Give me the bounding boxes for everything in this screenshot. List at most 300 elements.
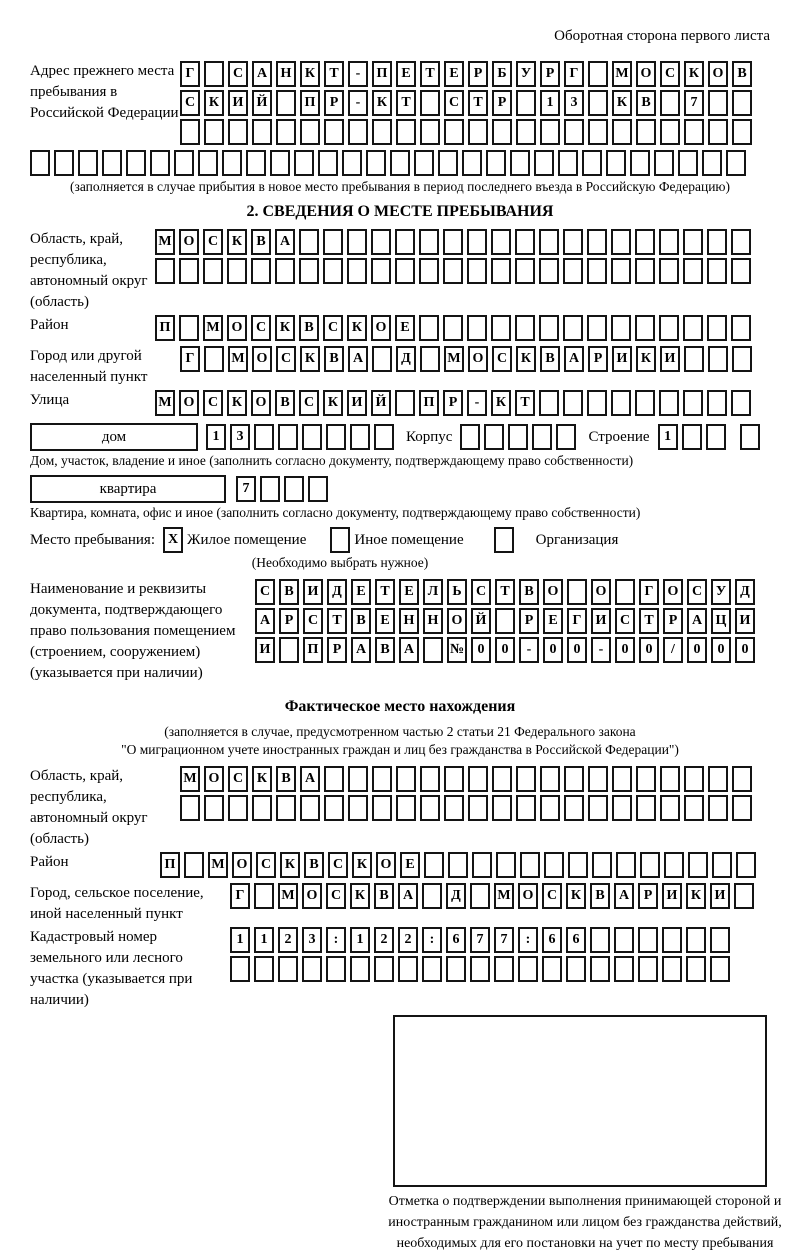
char-cell[interactable] bbox=[284, 476, 304, 502]
char-cell[interactable]: К bbox=[491, 390, 511, 416]
char-cell[interactable]: Б bbox=[492, 61, 512, 87]
char-cell[interactable]: К bbox=[350, 883, 370, 909]
char-cell[interactable]: О bbox=[376, 852, 396, 878]
char-cell[interactable] bbox=[470, 956, 490, 982]
char-cell[interactable]: 1 bbox=[254, 927, 274, 953]
char-cell[interactable] bbox=[374, 956, 394, 982]
char-cell[interactable]: С bbox=[492, 346, 512, 372]
char-cell[interactable]: О bbox=[204, 766, 224, 792]
char-cell[interactable]: Т bbox=[495, 579, 515, 605]
char-cell[interactable] bbox=[396, 795, 416, 821]
char-cell[interactable] bbox=[180, 795, 200, 821]
char-cell[interactable] bbox=[326, 956, 346, 982]
char-cell[interactable] bbox=[491, 229, 511, 255]
char-cell[interactable]: С bbox=[256, 852, 276, 878]
char-cell[interactable] bbox=[204, 119, 224, 145]
char-cell[interactable] bbox=[635, 315, 655, 341]
char-cell[interactable]: О bbox=[708, 61, 728, 87]
char-cell[interactable] bbox=[615, 579, 635, 605]
char-cell[interactable]: Н bbox=[423, 608, 443, 634]
char-cell[interactable] bbox=[299, 229, 319, 255]
char-cell[interactable] bbox=[707, 390, 727, 416]
char-cell[interactable] bbox=[326, 424, 346, 450]
char-cell[interactable]: 0 bbox=[615, 637, 635, 663]
char-cell[interactable]: А bbox=[564, 346, 584, 372]
char-cell[interactable]: О bbox=[179, 390, 199, 416]
char-cell[interactable] bbox=[496, 852, 516, 878]
char-cell[interactable] bbox=[532, 424, 552, 450]
char-cell[interactable] bbox=[732, 766, 752, 792]
char-cell[interactable] bbox=[611, 229, 631, 255]
char-cell[interactable] bbox=[372, 766, 392, 792]
char-cell[interactable] bbox=[587, 390, 607, 416]
char-cell[interactable] bbox=[270, 150, 290, 176]
char-cell[interactable] bbox=[276, 795, 296, 821]
char-cell[interactable]: 7 bbox=[494, 927, 514, 953]
char-cell[interactable]: С bbox=[326, 883, 346, 909]
char-cell[interactable]: С bbox=[180, 90, 200, 116]
char-cell[interactable]: В bbox=[375, 637, 395, 663]
char-cell[interactable] bbox=[588, 119, 608, 145]
char-cell[interactable] bbox=[611, 258, 631, 284]
char-cell[interactable] bbox=[372, 795, 392, 821]
char-cell[interactable] bbox=[587, 258, 607, 284]
char-cell[interactable]: С bbox=[323, 315, 343, 341]
char-cell[interactable]: : bbox=[326, 927, 346, 953]
char-cell[interactable]: 7 bbox=[684, 90, 704, 116]
char-cell[interactable] bbox=[611, 315, 631, 341]
char-cell[interactable]: У bbox=[516, 61, 536, 87]
char-cell[interactable] bbox=[494, 527, 514, 553]
char-cell[interactable] bbox=[390, 150, 410, 176]
char-cell[interactable]: 1 bbox=[350, 927, 370, 953]
char-cell[interactable] bbox=[396, 766, 416, 792]
char-cell[interactable]: И bbox=[662, 883, 682, 909]
char-cell[interactable] bbox=[491, 258, 511, 284]
char-cell[interactable] bbox=[448, 852, 468, 878]
char-cell[interactable]: О bbox=[251, 390, 271, 416]
char-cell[interactable]: О bbox=[252, 346, 272, 372]
char-cell[interactable] bbox=[467, 229, 487, 255]
char-cell[interactable]: X bbox=[163, 527, 183, 553]
char-cell[interactable]: В bbox=[540, 346, 560, 372]
char-cell[interactable]: С bbox=[203, 229, 223, 255]
char-cell[interactable] bbox=[710, 956, 730, 982]
char-cell[interactable]: С bbox=[615, 608, 635, 634]
char-cell[interactable] bbox=[684, 795, 704, 821]
char-cell[interactable]: В bbox=[636, 90, 656, 116]
char-cell[interactable]: М bbox=[203, 315, 223, 341]
char-cell[interactable] bbox=[636, 119, 656, 145]
char-cell[interactable] bbox=[414, 150, 434, 176]
char-cell[interactable] bbox=[567, 579, 587, 605]
char-cell[interactable]: Ц bbox=[711, 608, 731, 634]
char-cell[interactable] bbox=[508, 424, 528, 450]
char-cell[interactable]: М bbox=[208, 852, 228, 878]
char-cell[interactable] bbox=[684, 766, 704, 792]
char-cell[interactable] bbox=[444, 766, 464, 792]
char-cell[interactable] bbox=[660, 119, 680, 145]
char-cell[interactable] bbox=[348, 119, 368, 145]
char-cell[interactable]: О bbox=[636, 61, 656, 87]
char-cell[interactable] bbox=[563, 258, 583, 284]
char-cell[interactable]: 3 bbox=[302, 927, 322, 953]
char-cell[interactable] bbox=[540, 119, 560, 145]
char-cell[interactable] bbox=[30, 150, 50, 176]
char-cell[interactable] bbox=[707, 315, 727, 341]
char-cell[interactable]: К bbox=[227, 229, 247, 255]
char-cell[interactable] bbox=[544, 852, 564, 878]
char-cell[interactable] bbox=[587, 229, 607, 255]
char-cell[interactable] bbox=[246, 150, 266, 176]
char-cell[interactable]: Е bbox=[444, 61, 464, 87]
char-cell[interactable]: О bbox=[518, 883, 538, 909]
char-cell[interactable] bbox=[684, 346, 704, 372]
char-cell[interactable]: И bbox=[660, 346, 680, 372]
char-cell[interactable]: С bbox=[328, 852, 348, 878]
char-cell[interactable]: И bbox=[735, 608, 755, 634]
char-cell[interactable] bbox=[515, 258, 535, 284]
char-cell[interactable] bbox=[534, 150, 554, 176]
char-cell[interactable]: П bbox=[155, 315, 175, 341]
char-cell[interactable]: С bbox=[228, 766, 248, 792]
char-cell[interactable] bbox=[540, 795, 560, 821]
char-cell[interactable] bbox=[396, 119, 416, 145]
char-cell[interactable] bbox=[612, 795, 632, 821]
char-cell[interactable] bbox=[612, 119, 632, 145]
char-cell[interactable] bbox=[686, 927, 706, 953]
char-cell[interactable] bbox=[228, 119, 248, 145]
char-cell[interactable] bbox=[204, 795, 224, 821]
char-cell[interactable]: Т bbox=[324, 61, 344, 87]
char-cell[interactable]: С bbox=[303, 608, 323, 634]
char-cell[interactable]: 0 bbox=[711, 637, 731, 663]
char-cell[interactable] bbox=[588, 90, 608, 116]
char-cell[interactable]: Т bbox=[515, 390, 535, 416]
char-cell[interactable] bbox=[486, 150, 506, 176]
char-cell[interactable]: - bbox=[467, 390, 487, 416]
char-cell[interactable]: С bbox=[542, 883, 562, 909]
char-cell[interactable] bbox=[419, 258, 439, 284]
char-cell[interactable]: А bbox=[300, 766, 320, 792]
char-cell[interactable] bbox=[659, 390, 679, 416]
char-cell[interactable] bbox=[54, 150, 74, 176]
char-cell[interactable] bbox=[420, 346, 440, 372]
char-cell[interactable] bbox=[636, 795, 656, 821]
char-cell[interactable]: Г bbox=[639, 579, 659, 605]
char-cell[interactable]: А bbox=[348, 346, 368, 372]
char-cell[interactable]: / bbox=[663, 637, 683, 663]
char-cell[interactable]: 0 bbox=[471, 637, 491, 663]
char-cell[interactable] bbox=[736, 852, 756, 878]
char-cell[interactable]: В bbox=[732, 61, 752, 87]
char-cell[interactable] bbox=[222, 150, 242, 176]
char-cell[interactable]: П bbox=[303, 637, 323, 663]
char-cell[interactable] bbox=[467, 315, 487, 341]
char-cell[interactable]: Г bbox=[567, 608, 587, 634]
char-cell[interactable] bbox=[491, 315, 511, 341]
char-cell[interactable]: 0 bbox=[543, 637, 563, 663]
char-cell[interactable] bbox=[726, 150, 746, 176]
char-cell[interactable] bbox=[682, 424, 702, 450]
char-cell[interactable] bbox=[423, 637, 443, 663]
char-cell[interactable] bbox=[564, 766, 584, 792]
char-cell[interactable]: К bbox=[636, 346, 656, 372]
char-cell[interactable]: М bbox=[494, 883, 514, 909]
apartment-box[interactable]: квартира bbox=[30, 475, 226, 503]
char-cell[interactable]: Р bbox=[492, 90, 512, 116]
char-cell[interactable] bbox=[664, 852, 684, 878]
char-cell[interactable] bbox=[683, 229, 703, 255]
char-cell[interactable]: А bbox=[351, 637, 371, 663]
char-cell[interactable]: Д bbox=[327, 579, 347, 605]
char-cell[interactable] bbox=[300, 795, 320, 821]
char-cell[interactable]: Г bbox=[564, 61, 584, 87]
char-cell[interactable]: И bbox=[591, 608, 611, 634]
char-cell[interactable] bbox=[150, 150, 170, 176]
char-cell[interactable] bbox=[252, 795, 272, 821]
char-cell[interactable]: : bbox=[422, 927, 442, 953]
char-cell[interactable]: К bbox=[227, 390, 247, 416]
char-cell[interactable] bbox=[492, 119, 512, 145]
char-cell[interactable] bbox=[510, 150, 530, 176]
char-cell[interactable] bbox=[300, 119, 320, 145]
char-cell[interactable]: В bbox=[374, 883, 394, 909]
char-cell[interactable]: А bbox=[252, 61, 272, 87]
char-cell[interactable]: Р bbox=[519, 608, 539, 634]
char-cell[interactable] bbox=[252, 119, 272, 145]
char-cell[interactable]: К bbox=[612, 90, 632, 116]
char-cell[interactable] bbox=[443, 229, 463, 255]
char-cell[interactable] bbox=[348, 795, 368, 821]
char-cell[interactable]: 0 bbox=[735, 637, 755, 663]
char-cell[interactable] bbox=[348, 766, 368, 792]
char-cell[interactable] bbox=[460, 424, 480, 450]
char-cell[interactable] bbox=[734, 883, 754, 909]
char-cell[interactable] bbox=[659, 315, 679, 341]
char-cell[interactable] bbox=[299, 258, 319, 284]
char-cell[interactable] bbox=[323, 229, 343, 255]
char-cell[interactable]: Е bbox=[399, 579, 419, 605]
char-cell[interactable] bbox=[275, 258, 295, 284]
char-cell[interactable] bbox=[558, 150, 578, 176]
char-cell[interactable] bbox=[324, 795, 344, 821]
char-cell[interactable]: М bbox=[155, 229, 175, 255]
char-cell[interactable] bbox=[347, 229, 367, 255]
char-cell[interactable] bbox=[302, 956, 322, 982]
char-cell[interactable] bbox=[495, 608, 515, 634]
char-cell[interactable]: Р bbox=[324, 90, 344, 116]
char-cell[interactable] bbox=[710, 927, 730, 953]
char-cell[interactable] bbox=[102, 150, 122, 176]
char-cell[interactable]: Р bbox=[327, 637, 347, 663]
char-cell[interactable]: Р bbox=[638, 883, 658, 909]
char-cell[interactable] bbox=[420, 766, 440, 792]
char-cell[interactable]: В bbox=[324, 346, 344, 372]
char-cell[interactable]: С bbox=[444, 90, 464, 116]
char-cell[interactable] bbox=[472, 852, 492, 878]
char-cell[interactable]: - bbox=[591, 637, 611, 663]
char-cell[interactable]: 3 bbox=[230, 424, 250, 450]
char-cell[interactable] bbox=[706, 424, 726, 450]
char-cell[interactable] bbox=[516, 119, 536, 145]
char-cell[interactable] bbox=[467, 258, 487, 284]
char-cell[interactable]: С bbox=[299, 390, 319, 416]
char-cell[interactable] bbox=[350, 424, 370, 450]
char-cell[interactable]: - bbox=[348, 61, 368, 87]
char-cell[interactable] bbox=[540, 766, 560, 792]
char-cell[interactable] bbox=[732, 346, 752, 372]
char-cell[interactable]: К bbox=[323, 390, 343, 416]
char-cell[interactable] bbox=[254, 956, 274, 982]
char-cell[interactable]: С bbox=[471, 579, 491, 605]
char-cell[interactable] bbox=[468, 795, 488, 821]
char-cell[interactable] bbox=[126, 150, 146, 176]
char-cell[interactable] bbox=[420, 90, 440, 116]
char-cell[interactable]: С bbox=[203, 390, 223, 416]
char-cell[interactable]: 0 bbox=[687, 637, 707, 663]
char-cell[interactable]: М bbox=[180, 766, 200, 792]
char-cell[interactable]: К bbox=[300, 61, 320, 87]
char-cell[interactable] bbox=[180, 119, 200, 145]
char-cell[interactable] bbox=[184, 852, 204, 878]
char-cell[interactable] bbox=[712, 852, 732, 878]
char-cell[interactable] bbox=[638, 956, 658, 982]
char-cell[interactable]: 2 bbox=[278, 927, 298, 953]
char-cell[interactable] bbox=[707, 229, 727, 255]
char-cell[interactable] bbox=[683, 258, 703, 284]
char-cell[interactable]: А bbox=[399, 637, 419, 663]
char-cell[interactable] bbox=[564, 795, 584, 821]
char-cell[interactable]: К bbox=[300, 346, 320, 372]
char-cell[interactable]: 1 bbox=[206, 424, 226, 450]
char-cell[interactable] bbox=[582, 150, 602, 176]
char-cell[interactable] bbox=[227, 258, 247, 284]
char-cell[interactable] bbox=[438, 150, 458, 176]
char-cell[interactable] bbox=[372, 119, 392, 145]
char-cell[interactable] bbox=[179, 258, 199, 284]
char-cell[interactable] bbox=[563, 390, 583, 416]
char-cell[interactable] bbox=[707, 258, 727, 284]
char-cell[interactable]: М bbox=[155, 390, 175, 416]
char-cell[interactable]: 6 bbox=[446, 927, 466, 953]
char-cell[interactable]: О bbox=[663, 579, 683, 605]
char-cell[interactable] bbox=[590, 956, 610, 982]
char-cell[interactable]: О bbox=[591, 579, 611, 605]
char-cell[interactable] bbox=[539, 229, 559, 255]
char-cell[interactable]: А bbox=[275, 229, 295, 255]
char-cell[interactable] bbox=[660, 795, 680, 821]
char-cell[interactable]: К bbox=[372, 90, 392, 116]
char-cell[interactable]: Е bbox=[543, 608, 563, 634]
char-cell[interactable]: К bbox=[347, 315, 367, 341]
char-cell[interactable] bbox=[515, 229, 535, 255]
char-cell[interactable] bbox=[606, 150, 626, 176]
char-cell[interactable] bbox=[254, 883, 274, 909]
char-cell[interactable]: К bbox=[280, 852, 300, 878]
char-cell[interactable]: С bbox=[251, 315, 271, 341]
char-cell[interactable]: 1 bbox=[540, 90, 560, 116]
char-cell[interactable]: К bbox=[684, 61, 704, 87]
char-cell[interactable] bbox=[731, 258, 751, 284]
char-cell[interactable]: С bbox=[276, 346, 296, 372]
char-cell[interactable] bbox=[708, 346, 728, 372]
char-cell[interactable] bbox=[516, 766, 536, 792]
char-cell[interactable] bbox=[588, 61, 608, 87]
char-cell[interactable]: 6 bbox=[542, 927, 562, 953]
char-cell[interactable]: 2 bbox=[374, 927, 394, 953]
char-cell[interactable] bbox=[179, 315, 199, 341]
char-cell[interactable] bbox=[614, 927, 634, 953]
char-cell[interactable] bbox=[308, 476, 328, 502]
char-cell[interactable] bbox=[468, 119, 488, 145]
char-cell[interactable]: Р bbox=[443, 390, 463, 416]
char-cell[interactable] bbox=[470, 883, 490, 909]
char-cell[interactable]: С bbox=[255, 579, 275, 605]
char-cell[interactable] bbox=[563, 229, 583, 255]
char-cell[interactable] bbox=[688, 852, 708, 878]
char-cell[interactable] bbox=[278, 424, 298, 450]
char-cell[interactable]: О bbox=[468, 346, 488, 372]
char-cell[interactable]: А bbox=[398, 883, 418, 909]
char-cell[interactable] bbox=[422, 956, 442, 982]
char-cell[interactable] bbox=[660, 90, 680, 116]
char-cell[interactable] bbox=[371, 258, 391, 284]
char-cell[interactable]: Т bbox=[420, 61, 440, 87]
char-cell[interactable]: Е bbox=[395, 315, 415, 341]
char-cell[interactable]: : bbox=[518, 927, 538, 953]
char-cell[interactable]: В bbox=[275, 390, 295, 416]
char-cell[interactable] bbox=[372, 346, 392, 372]
char-cell[interactable]: В bbox=[279, 579, 299, 605]
char-cell[interactable] bbox=[515, 315, 535, 341]
char-cell[interactable] bbox=[228, 795, 248, 821]
char-cell[interactable]: Т bbox=[327, 608, 347, 634]
char-cell[interactable] bbox=[302, 424, 322, 450]
char-cell[interactable]: П bbox=[160, 852, 180, 878]
char-cell[interactable]: Н bbox=[399, 608, 419, 634]
char-cell[interactable] bbox=[611, 390, 631, 416]
char-cell[interactable] bbox=[588, 795, 608, 821]
char-cell[interactable] bbox=[323, 258, 343, 284]
char-cell[interactable] bbox=[78, 150, 98, 176]
char-cell[interactable] bbox=[371, 229, 391, 255]
char-cell[interactable] bbox=[590, 927, 610, 953]
char-cell[interactable]: А bbox=[687, 608, 707, 634]
char-cell[interactable]: - bbox=[348, 90, 368, 116]
char-cell[interactable] bbox=[462, 150, 482, 176]
char-cell[interactable] bbox=[230, 956, 250, 982]
char-cell[interactable]: Л bbox=[423, 579, 443, 605]
char-cell[interactable]: Р bbox=[588, 346, 608, 372]
char-cell[interactable]: М bbox=[444, 346, 464, 372]
char-cell[interactable]: И bbox=[710, 883, 730, 909]
char-cell[interactable] bbox=[204, 61, 224, 87]
char-cell[interactable]: В bbox=[590, 883, 610, 909]
char-cell[interactable] bbox=[443, 258, 463, 284]
char-cell[interactable] bbox=[686, 956, 706, 982]
char-cell[interactable] bbox=[395, 258, 415, 284]
char-cell[interactable] bbox=[564, 119, 584, 145]
char-cell[interactable] bbox=[662, 927, 682, 953]
char-cell[interactable] bbox=[708, 90, 728, 116]
char-cell[interactable] bbox=[494, 956, 514, 982]
char-cell[interactable] bbox=[614, 956, 634, 982]
char-cell[interactable] bbox=[662, 956, 682, 982]
char-cell[interactable] bbox=[251, 258, 271, 284]
char-cell[interactable]: Т bbox=[396, 90, 416, 116]
char-cell[interactable]: М bbox=[612, 61, 632, 87]
